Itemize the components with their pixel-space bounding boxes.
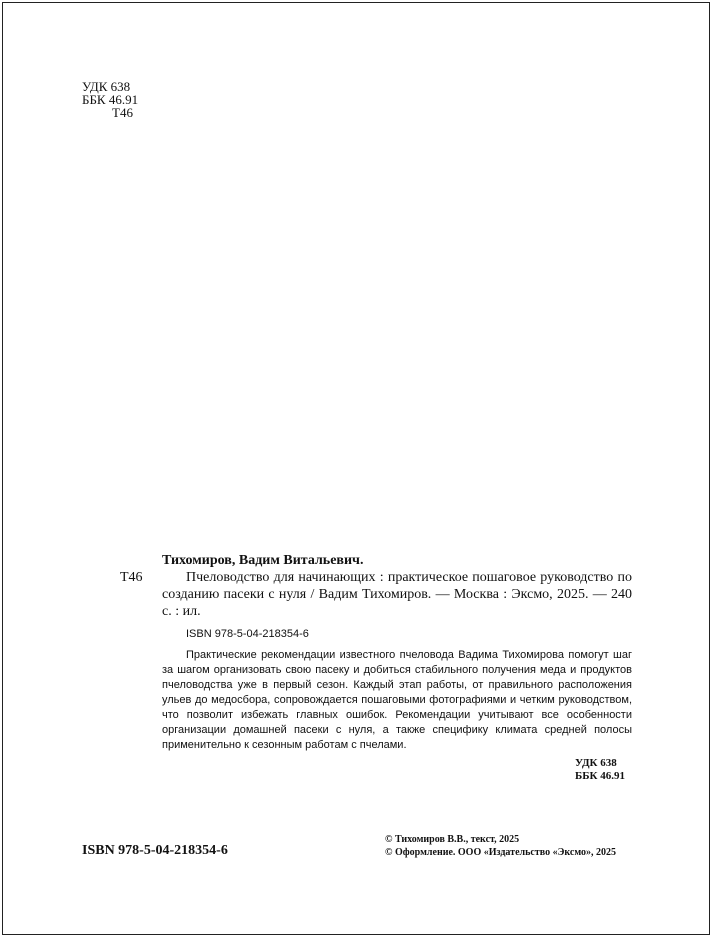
record-isbn: ISBN 978-5-04-218354-6 <box>186 628 309 640</box>
author-mark: Т46 <box>112 105 133 120</box>
bbk-code-bottom: ББК 46.91 <box>575 770 626 782</box>
author-heading: Тихомиров, Вадим Витальевич. <box>162 553 364 568</box>
udk-code-bottom: УДК 638 <box>575 757 617 769</box>
copyright-text: © Тихомиров В.В., текст, 2025 <box>385 834 520 845</box>
classification-bottom <box>575 757 625 783</box>
copyright-block <box>385 833 616 859</box>
annotation: Практические рекомендации известного пчеловода Вадима Тихомирова помогут шаг за шагом организовать свою пасеку и добиться стабильного получения меда и продуктов пчеловодства уже в первый сезон. Каждый этап работы, от правильного расположения ульев до медосбора, сопровождается пошаговыми фотографиями и четким руководством, что позволит избежать главных ошибок. Рекомендации учитывают все особенности организации домашней пасеки с нуля, а также специфику климата средней полосы применительно к сезонным работам с пчелами. <box>162 649 632 751</box>
record-author-mark: Т46 <box>120 570 143 585</box>
footer-isbn: ISBN 978-5-04-218354-6 <box>82 843 228 858</box>
page-frame <box>2 2 710 935</box>
udk-code: УДК 638 <box>82 79 131 94</box>
bbk-code: ББК 46.91 <box>82 92 139 107</box>
classification-top <box>82 80 138 119</box>
copyright-design: © Оформление. ООО «Издательство «Эксмо», 2025 <box>385 847 616 858</box>
bibliographic-description: Пчеловодство для начинающих : практическое пошаговое руководство по созданию пасеки с нуля / Вадим Тихомиров. — Москва : Эксмо, 2025. — 240 с. : ил. <box>162 570 632 619</box>
